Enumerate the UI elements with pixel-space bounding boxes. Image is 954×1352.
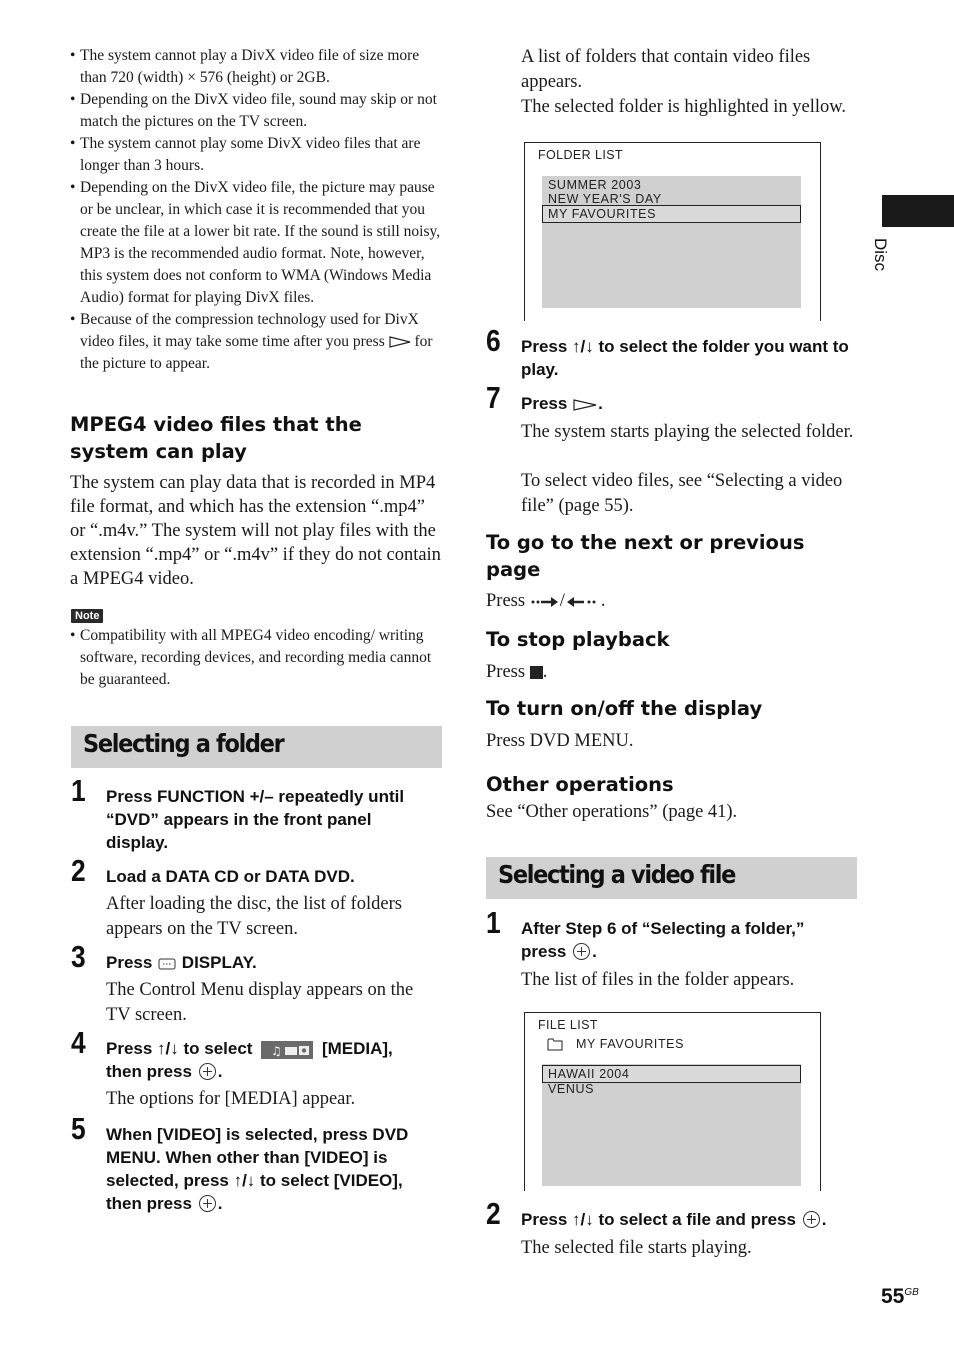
body-part: . [600, 591, 606, 611]
svg-text:♫: ♫ [271, 1043, 282, 1058]
stop-heading: To stop playback [486, 628, 670, 651]
step-number: 7 [486, 380, 501, 415]
step-text-part: then press [106, 1194, 192, 1213]
step-text: Load a DATA CD or DATA DVD. [106, 867, 355, 886]
step-number: 3 [71, 939, 86, 974]
current-folder-name: MY FAVOURITES [576, 1037, 685, 1051]
page-number [881, 1285, 919, 1309]
play-icon [389, 336, 411, 348]
step-text-part: . [592, 942, 597, 961]
step-body: The list of files in the folder appears. [521, 970, 795, 990]
step-number: 5 [71, 1111, 86, 1146]
stop-body [486, 660, 547, 684]
step-body: After loading the disc, the list of folders appears on the TV screen. [106, 894, 402, 939]
folder-list-intro: A list of folders that contain video files appears. [521, 47, 811, 92]
previous-icon [565, 596, 601, 608]
step-number: 2 [486, 1196, 501, 1231]
file-item: VENUS [548, 1082, 595, 1096]
next-prev-heading: To go to the next or previous page [486, 531, 805, 581]
step-text-part: . [821, 1210, 827, 1229]
section-title: Selecting a video file [498, 860, 736, 889]
body-part: / [559, 591, 565, 611]
bullet-text: Because of the compression technology used for DivX video files, it may take some time after you press [80, 311, 419, 350]
bullet-item [70, 309, 442, 375]
media-icon [261, 1040, 313, 1060]
play-icon [572, 398, 598, 412]
step-text-part: Press [521, 394, 568, 413]
step-text [521, 917, 861, 963]
bullet-item: • Depending on the DivX video file, sound may skip or not match the pictures on the TV screen. [70, 89, 442, 133]
step-text: Press FUNCTION +/– repeatedly until “DVD” appears in the front panel display. [106, 787, 405, 852]
other-ops-heading: Other operations [486, 773, 674, 796]
note-badge: Note [71, 609, 103, 623]
bullet-text: for the picture to appear. [80, 333, 433, 372]
folder-highlight-note: The selected folder is highlighted in yellow. [521, 97, 847, 117]
enter-button-icon [199, 1063, 216, 1080]
step-number: 4 [71, 1025, 86, 1060]
step-text-part: When [VIDEO] is selected, press DVD MENU. When other than [VIDEO] is selected, press ↑/↓ to select [VIDEO], [106, 1125, 409, 1190]
step-text [521, 1208, 871, 1231]
step-text-part: . [217, 1194, 223, 1213]
body-part: Press [486, 662, 526, 682]
other-ops-body: See “Other operations” (page 41). [486, 802, 738, 822]
display-button-icon [157, 957, 177, 971]
page-number-value: 55 [881, 1285, 905, 1308]
section-bar-video [486, 857, 857, 899]
folder-list-label: FOLDER LIST [538, 148, 623, 162]
bullet-list [70, 45, 442, 375]
step-text-part: After Step 6 of “Selecting a folder,” [521, 919, 805, 938]
enter-button-icon [199, 1195, 216, 1212]
bullet-item: • The system cannot play some DivX video files that are longer than 3 hours. [70, 133, 442, 177]
step-text [106, 1123, 436, 1215]
step-body: The Control Menu display appears on the TV screen. [106, 980, 414, 1025]
bullet-item: • The system cannot play a DivX video file of size more than 720 (width) × 576 (height) or 2GB. [70, 45, 442, 89]
folder-item-selected: MY FAVOURITES [548, 207, 657, 221]
folder-item: SUMMER 2003 [548, 178, 642, 192]
step-number: 2 [71, 853, 86, 888]
step-number: 6 [486, 323, 501, 358]
step-number: 1 [486, 905, 501, 940]
section-title: Selecting a folder [83, 729, 284, 758]
stop-icon [530, 666, 543, 679]
step-text: Press ↑/↓ to select the folder you want to play. [521, 337, 849, 379]
body-part: . [542, 662, 548, 682]
step-text [521, 392, 861, 415]
enter-button-icon [803, 1211, 820, 1228]
enter-button-icon [573, 943, 590, 960]
section-bar-folder [71, 726, 442, 768]
step-text [106, 1037, 436, 1083]
mpeg4-heading: MPEG4 video files that the system can play [70, 413, 362, 463]
folder-item: NEW YEAR'S DAY [548, 192, 662, 206]
step-text-part: press [521, 942, 567, 961]
note-list [70, 625, 442, 691]
body-part: Press [486, 591, 526, 611]
side-label: Disc [871, 238, 890, 272]
bullet-item: • Depending on the DivX video file, the picture may pause or be unclear, in which case it is recommended that you create the file at a lower bit rate. If the sound is still noisy, MP3 is the recommended audio format. Note, however, this system does not conform to WMA (Windows Media Audio) format for playing DivX files. [70, 177, 442, 309]
mpeg4-body: The system can play data that is recorded in MP4 file format, and which has the extension “.mp4” or “.m4v.” The system will not play files with the extension “.mp4” or “.m4v” if they do not contain a MPEG4 video. [70, 473, 441, 589]
side-tab-marker [882, 195, 954, 227]
step-text [106, 951, 436, 974]
step-text-part: [MEDIA], [321, 1039, 393, 1058]
step-text-part: . [598, 394, 603, 413]
note-text: • Compatibility with all MPEG4 video encoding/ writing software, recording devices, and recording media cannot be guaranteed. [70, 625, 442, 691]
next-icon [530, 596, 560, 608]
step-text-part: Press ↑/↓ to select [106, 1039, 253, 1058]
file-list-label: FILE LIST [538, 1018, 598, 1032]
step-text-part: Press ↑/↓ to select a file and press [521, 1210, 796, 1229]
step-body: The selected file starts playing. [521, 1238, 752, 1258]
step-text-part: DISPLAY. [181, 953, 257, 972]
folder-icon [547, 1037, 563, 1051]
display-body: Press DVD MENU. [486, 731, 634, 751]
step-number: 1 [71, 773, 86, 808]
step-body: To select video files, see “Selecting a video file” (page 55). [521, 471, 843, 516]
step-body: The system starts playing the selected folder. [521, 422, 854, 442]
step-text-part: then press [106, 1062, 192, 1081]
display-heading: To turn on/off the display [486, 697, 763, 720]
step-body: The options for [MEDIA] appear. [106, 1089, 356, 1109]
step-text-part: . [217, 1062, 223, 1081]
file-item-selected: HAWAII 2004 [548, 1067, 630, 1081]
page-suffix: GB [904, 1287, 919, 1298]
step-text-part: Press [106, 953, 153, 972]
next-prev-body [486, 589, 605, 613]
